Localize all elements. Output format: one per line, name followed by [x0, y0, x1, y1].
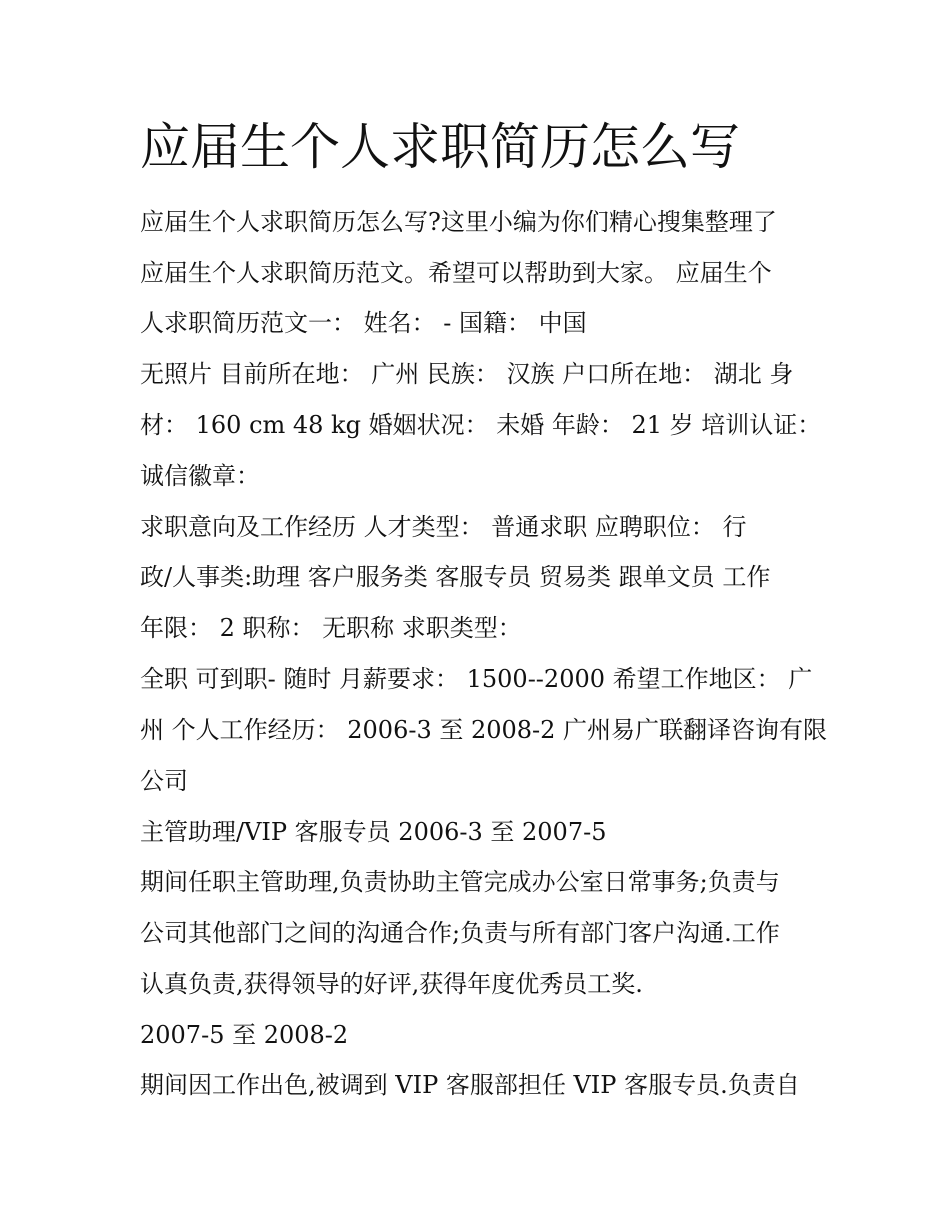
body-line-9: 年限： 2 职称： 无职称 求职类型： — [140, 614, 522, 642]
body-line-10: 全职 可到职- 随时 月薪要求： 1500--2000 希望工作地区： 广 — [140, 665, 813, 693]
body-line-5: 材： 160 cm 48 kg 婚姻状况： 未婚 年龄： 21 岁 培训认证： — [140, 411, 822, 439]
body-line-2: 应届生个人求职简历范文。希望可以帮助到大家。 应届生个 — [140, 259, 772, 287]
body-line-16: 认真负责,获得领导的好评,获得年度优秀员工奖. — [140, 970, 643, 998]
body-line-8: 政/人事类:助理 客户服务类 客服专员 贸易类 跟单文员 工作 — [140, 563, 771, 591]
body-line-13: 主管助理/VIP 客服专员 2006-3 至 2007-5 — [140, 818, 607, 846]
body-line-7: 求职意向及工作经历 人才类型： 普通求职 应聘职位： 行 — [140, 513, 747, 541]
body-line-14: 期间任职主管助理,负责协助主管完成办公室日常事务;负责与 — [140, 868, 780, 896]
body-line-3: 人求职简历范文一： 姓名： - 国籍： 中国 — [140, 309, 587, 337]
body-line-12: 公司 — [140, 767, 188, 795]
body-line-11: 州 个人工作经历： 2006-3 至 2008-2 广州易广联翻译咨询有限 — [140, 716, 828, 744]
body-line-6: 诚信徽章： — [140, 462, 260, 490]
body-line-17: 2007-5 至 2008-2 — [140, 1021, 349, 1049]
body-line-4: 无照片 目前所在地： 广州 民族： 汉族 户口所在地： 湖北 身 — [140, 360, 794, 388]
document-title: 应届生个人求职简历怎么写 — [140, 118, 740, 176]
body-line-18: 期间因工作出色,被调到 VIP 客服部担任 VIP 客服专员.负责自 — [140, 1071, 800, 1099]
body-line-15: 公司其他部门之间的沟通合作;负责与所有部门客户沟通.工作 — [140, 919, 780, 947]
body-line-1: 应届生个人求职简历怎么写?这里小编为你们精心搜集整理了 — [140, 208, 777, 236]
